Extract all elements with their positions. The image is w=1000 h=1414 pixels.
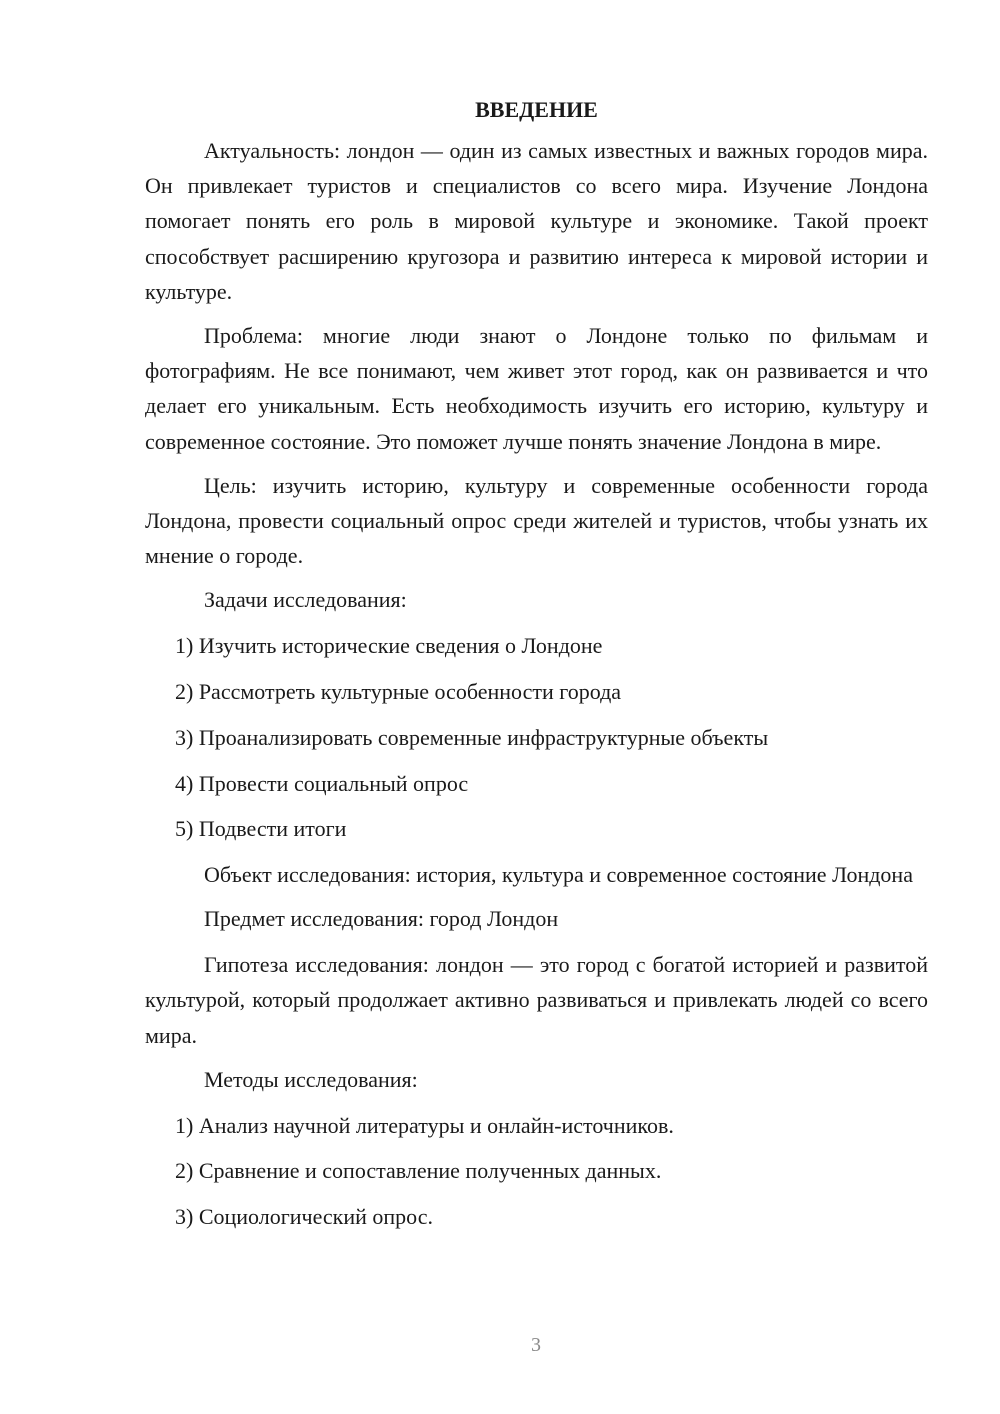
page-number: 3 bbox=[531, 1334, 541, 1356]
task-item: 2) Рассмотреть культурные особенности города bbox=[175, 679, 622, 705]
hypothesis-paragraph: Гипотеза исследования: лондон — это город с богатой историей и развитой культурой, который продолжает активно развиваться и привлекать людей со всего мира. bbox=[145, 952, 928, 1048]
tasks-label: Задачи исследования: bbox=[204, 587, 407, 613]
relevance-paragraph: Актуальность: лондон — один из самых известных и важных городов мира. Он привлекает туристов и специалистов со всего мира. Изучение Лондона помогает понять его роль в мировой культуре и экономике. Такой проект способствует расширению кругозора и развитию интереса к мировой истории и культуре. bbox=[145, 138, 928, 304]
task-item: 1) Изучить исторические сведения о Лондоне bbox=[175, 633, 603, 659]
method-item: 2) Сравнение и сопоставление полученных данных. bbox=[175, 1158, 662, 1184]
section-title: ВВЕДЕНИЕ bbox=[475, 97, 598, 122]
method-item: 1) Анализ научной литературы и онлайн-источников. bbox=[175, 1112, 674, 1138]
task-item: 5) Подвести итоги bbox=[175, 816, 347, 842]
method-item: 3) Социологический опрос. bbox=[175, 1204, 433, 1230]
document-page bbox=[145, 92, 928, 1245]
object-paragraph: Объект исследования: история, культура и современное состояние Лондона bbox=[204, 862, 913, 888]
methods-label: Методы исследования: bbox=[204, 1066, 418, 1092]
problem-paragraph: Проблема: многие люди знают о Лондоне только по фильмам и фотографиям. Не все понимают, чем живет этот город, как он развивается и что делает его уникальным. Есть необходимость изучить его историю, культуру и современное состояние. Это поможет лучше понять значение Лондона в мире. bbox=[145, 323, 928, 454]
task-item: 4) Провести социальный опрос bbox=[175, 770, 469, 796]
task-item: 3) Проанализировать современные инфраструктурные объекты bbox=[175, 724, 769, 750]
subject-line: Предмет исследования: город Лондон bbox=[204, 906, 559, 932]
goal-paragraph: Цель: изучить историю, культуру и современные особенности города Лондона, провести социальный опрос среди жителей и туристов, чтобы узнать их мнение о городе. bbox=[145, 472, 928, 569]
